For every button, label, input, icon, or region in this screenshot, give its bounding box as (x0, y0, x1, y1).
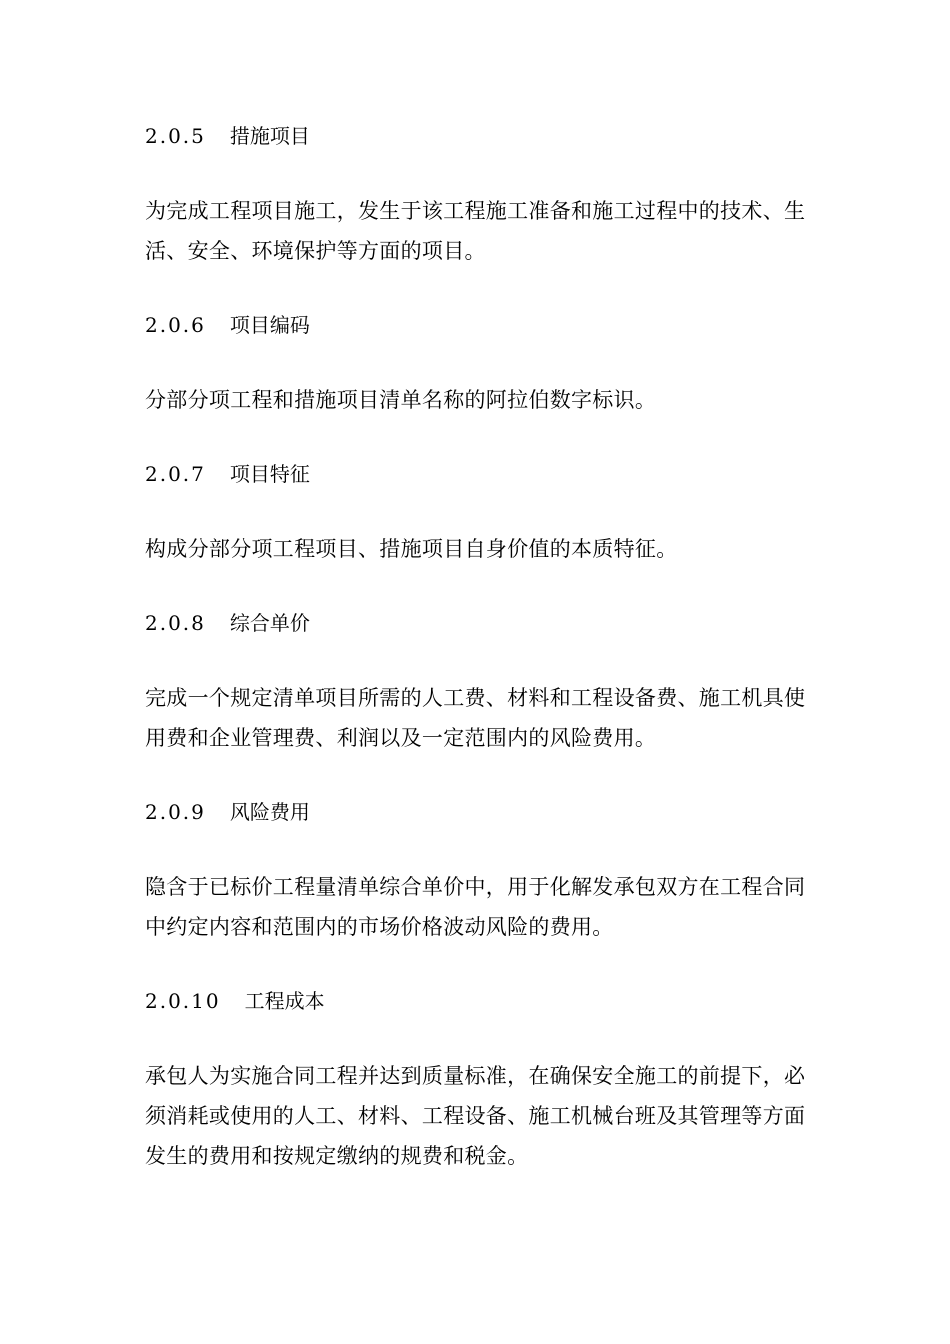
term-name: 措施项目 (229, 124, 310, 148)
term-number: 2.0.5 (145, 124, 206, 148)
term-heading (145, 603, 815, 643)
term-number: 2.0.9 (145, 800, 206, 824)
document-body (145, 116, 815, 1210)
term-name: 项目特征 (229, 462, 310, 486)
term-section-2-0-6 (145, 305, 815, 420)
term-definition: 构成分部分项工程项目、措施项目自身价值的本质特征。 (145, 537, 678, 561)
term-number: 2.0.7 (145, 462, 206, 486)
term-definition: 为完成工程项目施工，发生于该工程施工准备和施工过程中的技术、生活、安全、环境保护等方面的项目。 (145, 199, 806, 263)
term-section-2-0-7 (145, 454, 815, 569)
term-section-2-0-10 (145, 981, 815, 1176)
term-name: 综合单价 (229, 611, 310, 635)
term-definition: 隐含于已标价工程量清单综合单价中，用于化解发承包双方在工程合同中约定内容和范围内的市场价格波动风险的费用。 (145, 875, 806, 939)
term-number: 2.0.6 (145, 313, 206, 337)
term-definition: 分部分项工程和措施项目清单名称的阿拉伯数字标识。 (145, 388, 657, 412)
term-heading (145, 792, 815, 832)
term-section-2-0-5 (145, 116, 815, 271)
term-name: 项目编码 (229, 313, 310, 337)
term-heading (145, 981, 815, 1021)
term-section-2-0-8 (145, 603, 815, 758)
term-heading (145, 305, 815, 345)
term-name: 工程成本 (244, 989, 325, 1013)
term-heading (145, 116, 815, 156)
term-number: 2.0.10 (145, 989, 221, 1013)
term-name: 风险费用 (229, 800, 310, 824)
term-heading (145, 454, 815, 494)
term-section-2-0-9 (145, 792, 815, 947)
term-definition: 完成一个规定清单项目所需的人工费、材料和工程设备费、施工机具使用费和企业管理费、利润以及一定范围内的风险费用。 (145, 686, 806, 750)
term-number: 2.0.8 (145, 611, 206, 635)
term-definition: 承包人为实施合同工程并达到质量标准，在确保安全施工的前提下，必须消耗或使用的人工、材料、工程设备、施工机械台班及其管理等方面发生的费用和按规定缴纳的规费和税金。 (145, 1064, 806, 1168)
